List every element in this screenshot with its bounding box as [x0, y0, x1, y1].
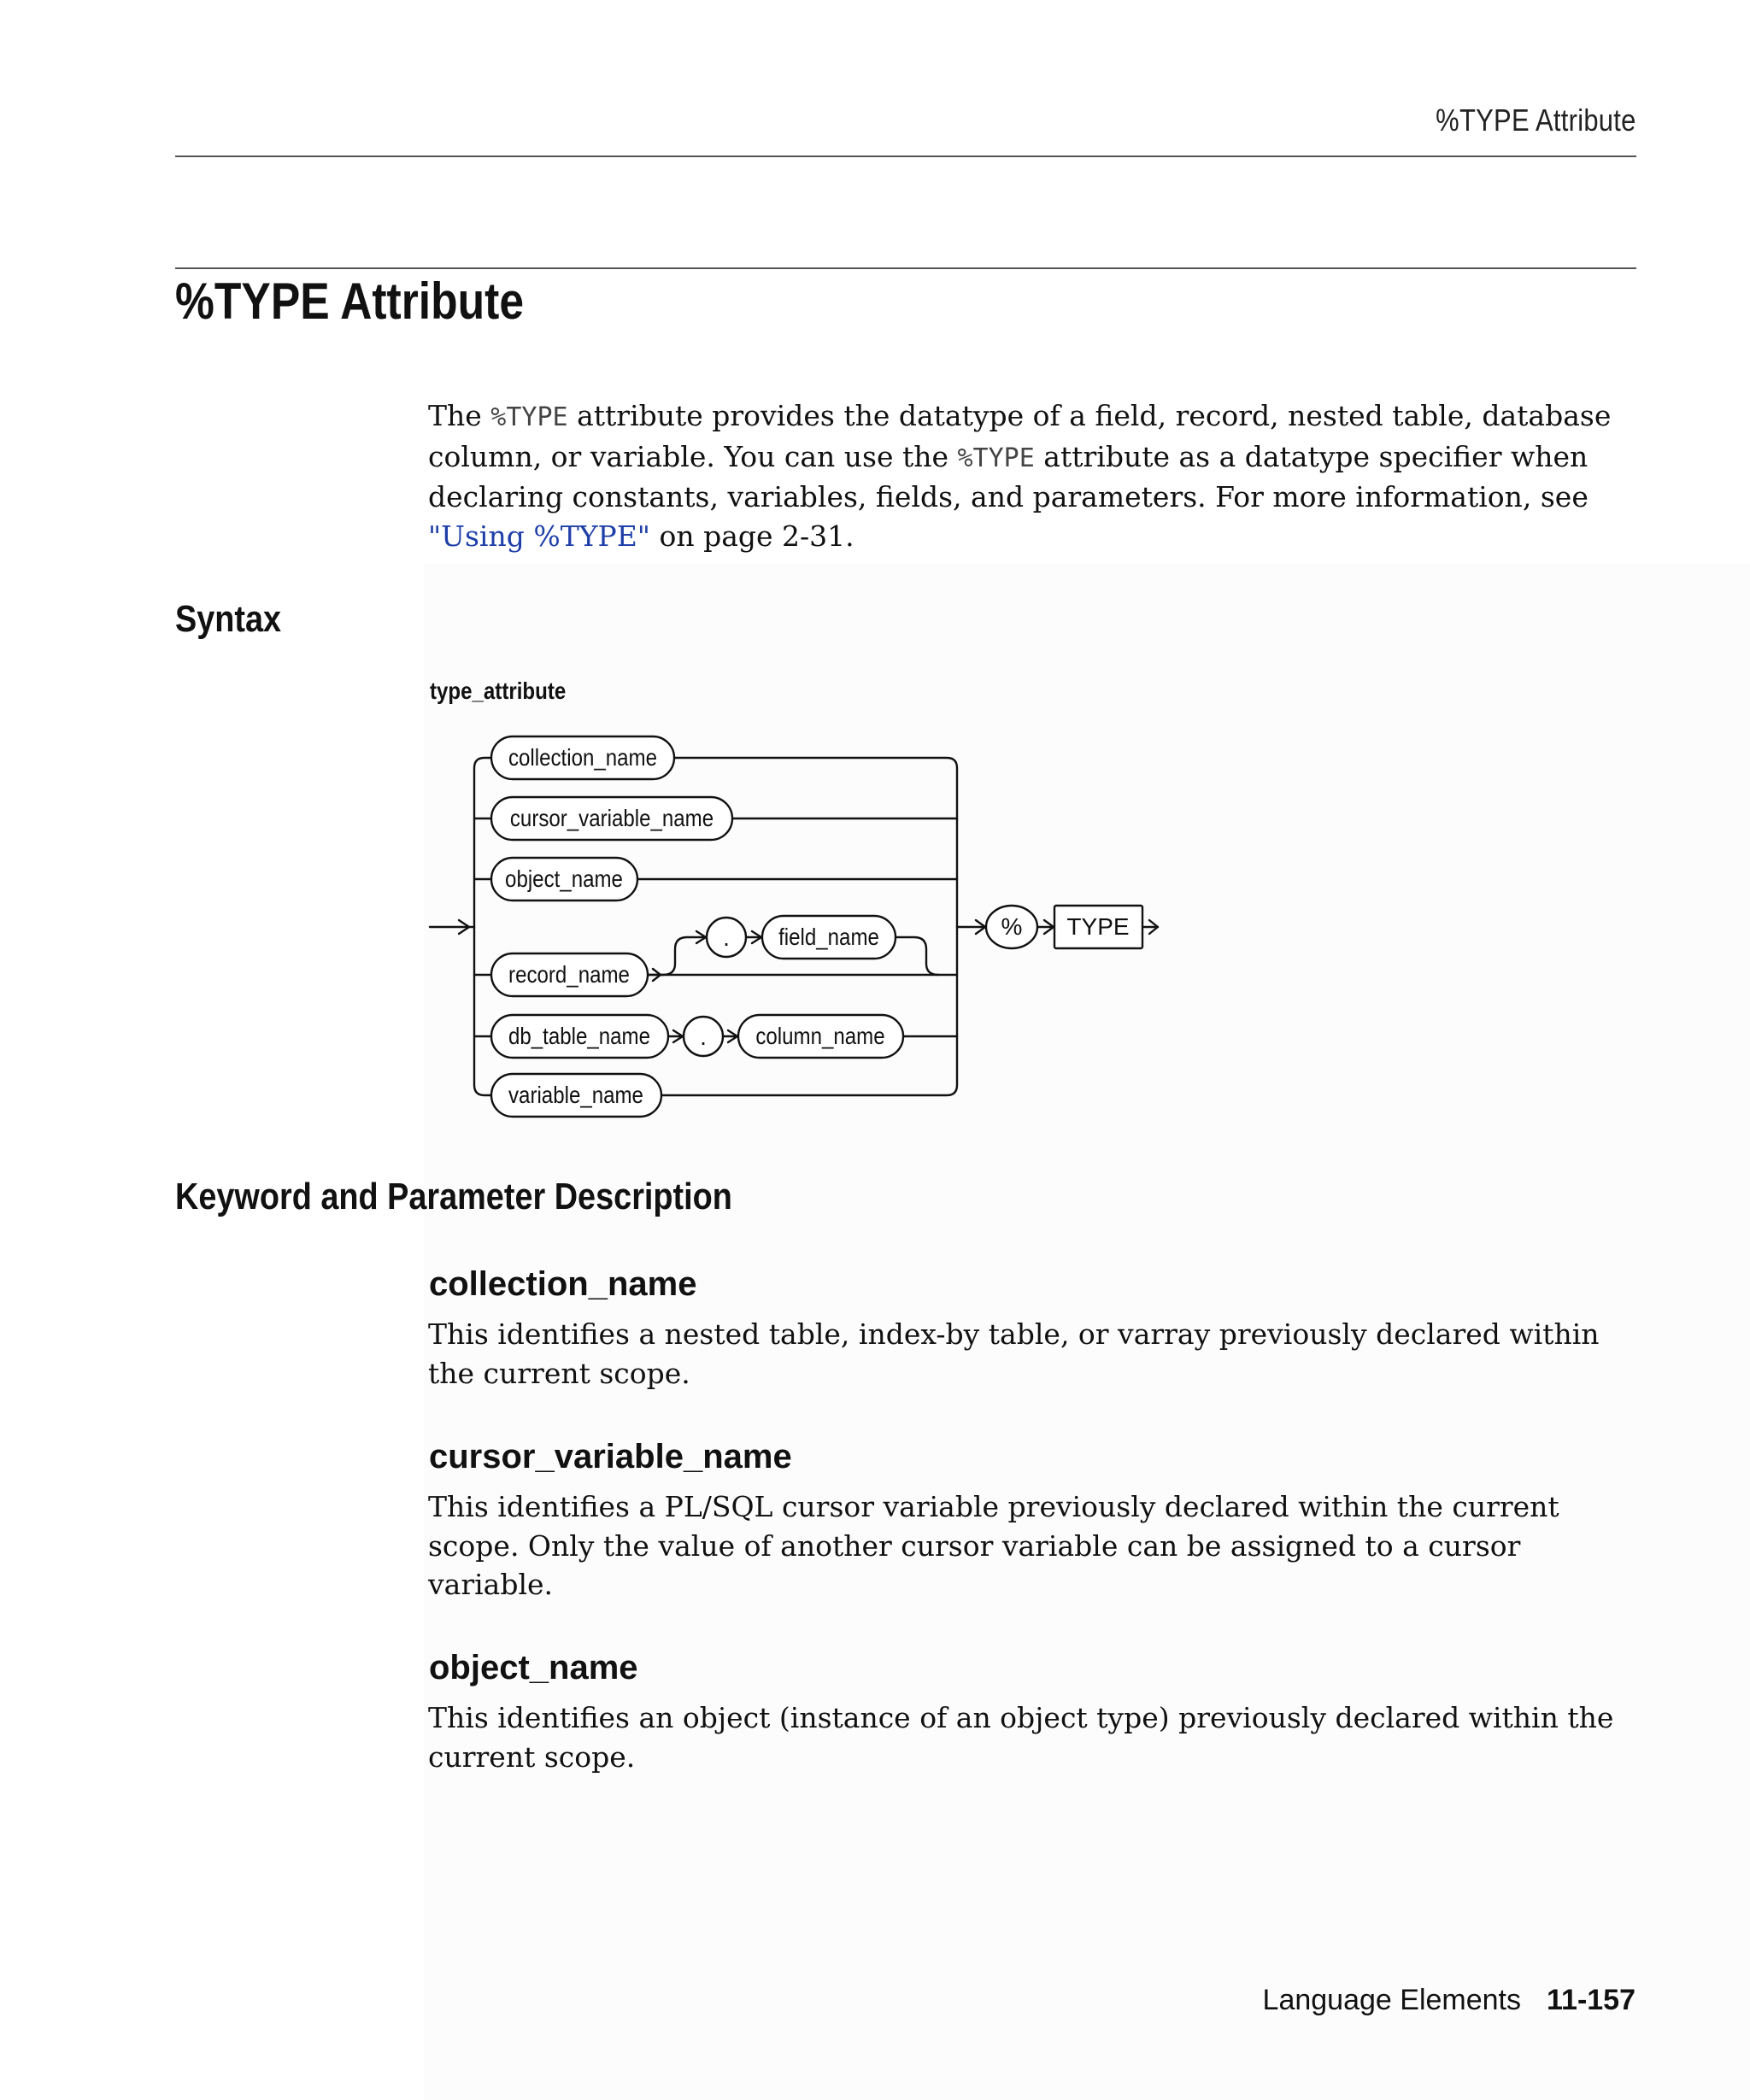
intro-text-4: on page 2-31. [649, 519, 854, 553]
label-collection-name: collection_name [508, 743, 657, 771]
label-db-table-name: db_table_name [508, 1022, 650, 1050]
keyword-description-heading: Keyword and Parameter Description [175, 1176, 732, 1217]
label-column-name: column_name [755, 1022, 885, 1050]
page-title: %TYPE Attribute [175, 273, 525, 330]
desc-object-name: This identifies an object (instance of an object type) previously declared within the current scope. [428, 1701, 1614, 1774]
intro-text-1: The [428, 399, 491, 432]
label-variable-name: variable_name [508, 1081, 643, 1109]
right-rail-top [674, 758, 957, 927]
intro-text-3: attribute as a datatype specifier when declaring constants, variables, fields, and parameters. For more information, see [428, 439, 1589, 513]
page-number: 11-157 [1547, 1984, 1635, 2016]
term-collection-name: collection_name [429, 1265, 697, 1303]
label-dot-field: . [723, 924, 730, 951]
syntax-heading: Syntax [175, 598, 282, 640]
page-footer [1263, 1984, 1635, 2017]
label-cursor-variable-name: cursor_variable_name [509, 804, 714, 832]
label-field-name: field_name [778, 923, 879, 951]
desc-cursor-variable-name: This identifies a PL/SQL cursor variable previously declared within the current scope. Only the value of another cursor variable can be assigned to a cursor variable. [428, 1490, 1559, 1601]
footer-section: Language Elements [1262, 1984, 1521, 2016]
term-object-name: object_name [429, 1649, 638, 1686]
desc-collection-name: This identifies a nested table, index-by table, or varray previously declared within the current scope. [428, 1317, 1600, 1390]
label-record-name: record_name [508, 960, 630, 988]
using-type-link[interactable]: "Using %TYPE" [428, 519, 650, 553]
left-rail-bottom [474, 927, 491, 1095]
label-dot-column: . [700, 1024, 707, 1050]
running-header: %TYPE Attribute [1436, 103, 1636, 138]
left-rail-top [474, 758, 491, 927]
label-object-name: object_name [505, 865, 623, 893]
diagram-label: type_attribute [430, 678, 567, 704]
code-type-1: %TYPE [490, 402, 568, 432]
intro-text-2: attribute provides the datatype of a field, record, nested table, database column, or variable. You can use the [428, 399, 1612, 473]
label-percent: % [1001, 913, 1023, 940]
code-type-2: %TYPE [957, 443, 1035, 473]
term-cursor-variable-name: cursor_variable_name [429, 1438, 792, 1475]
label-type-keyword: TYPE [1066, 913, 1130, 940]
